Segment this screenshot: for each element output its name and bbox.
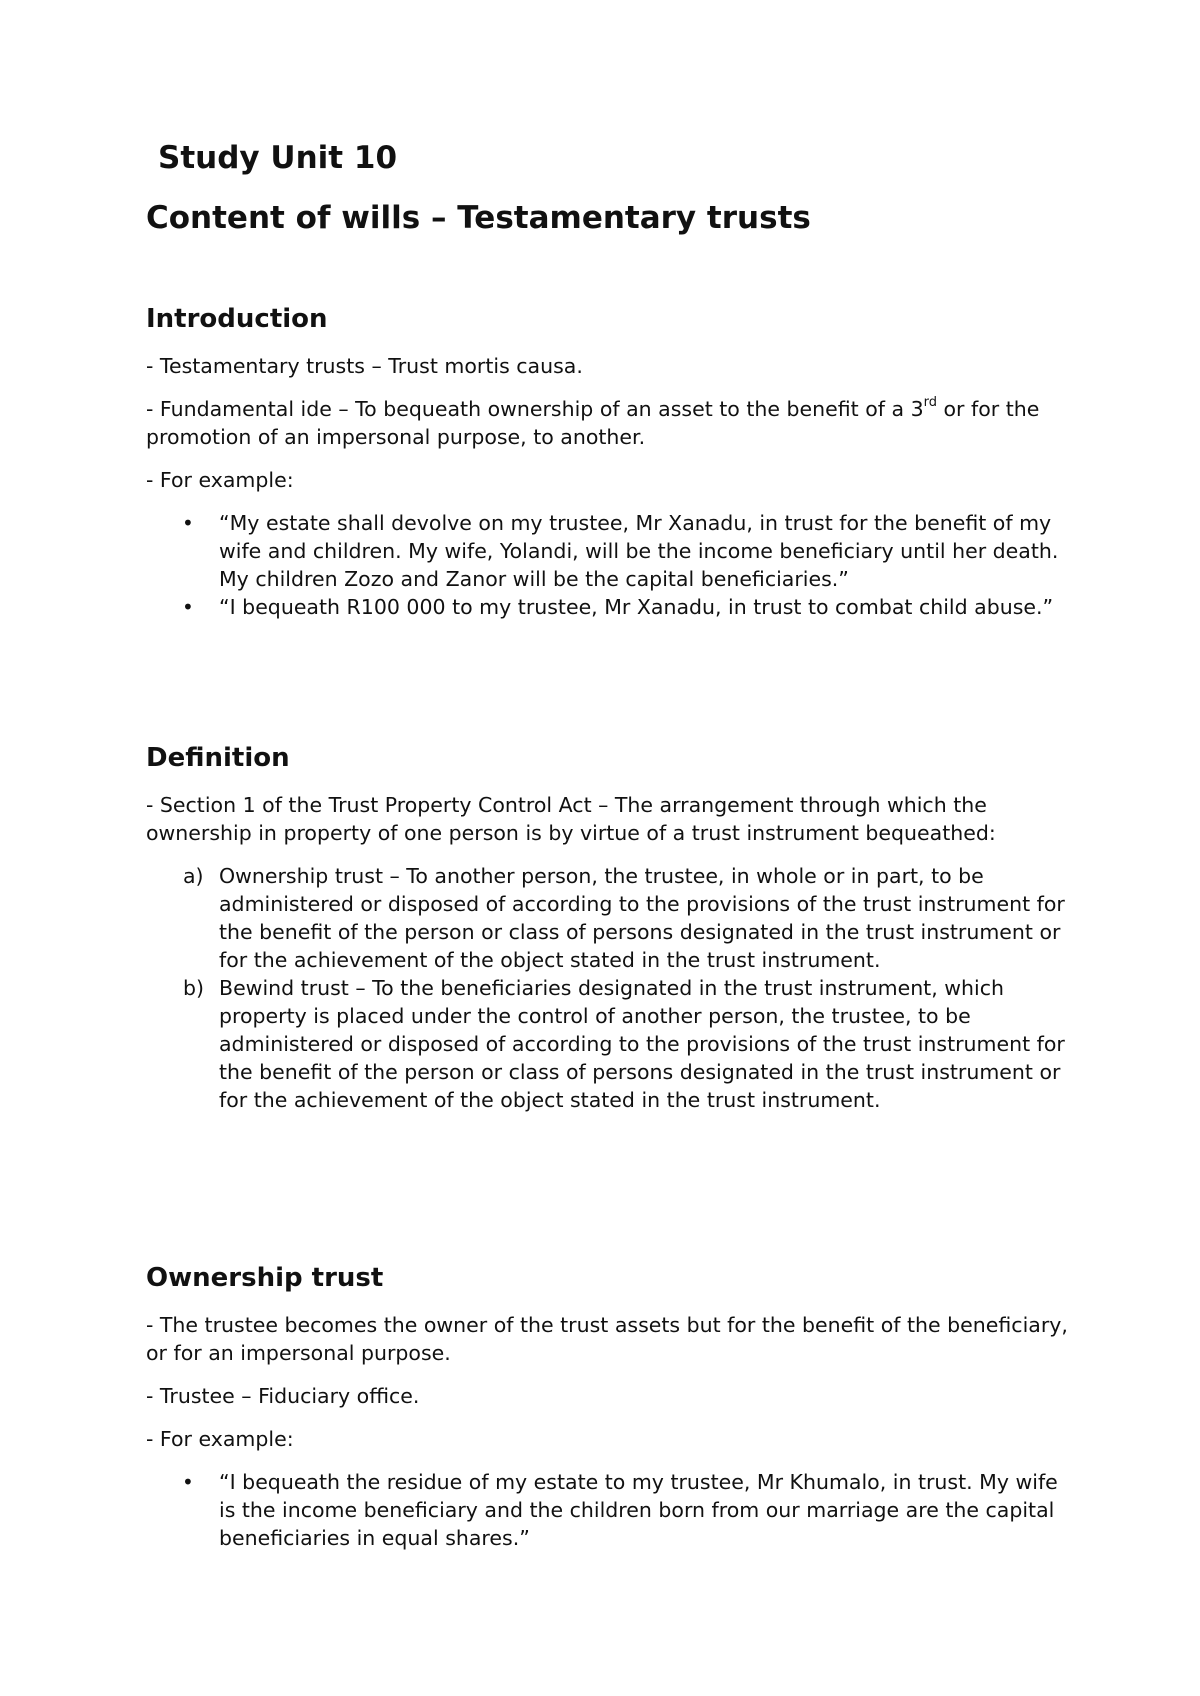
intro-example-list [146,509,1076,621]
document-subtitle: Content of wills – Testamentary trusts [146,200,811,236]
list-item [146,974,1076,1114]
bullet-icon: • [182,595,194,619]
list-marker: b) [183,976,205,1000]
list-item-text: “I bequeath R100 000 to my trustee, Mr Xanadu, in trust to combat child abuse.” [219,595,1054,619]
document-title: Study Unit 10 [158,140,398,176]
bullet-icon: • [182,1470,194,1494]
ownership-paragraph-3: - For example: [146,1427,294,1451]
list-item-text: “My estate shall devolve on my trustee, Mr Xanadu, in trust for the benefit of my wife and children. My wife, Yolandi, will be the income beneficiary until her death. My children Zozo and Zanor will be the capital beneficiaries.” [219,511,1059,591]
intro-paragraph-1: - Testamentary trusts – Trust mortis causa. [146,354,583,378]
ownership-example-list [146,1468,1076,1552]
section-definition [146,745,1076,1114]
intro-paragraph-3: - For example: [146,468,294,492]
definition-paragraph-1: - Section 1 of the Trust Property Control Act – The arrangement through which the ownership in property of one person is by virtue of a trust instrument bequeathed: [146,793,996,845]
list-item [146,1468,1076,1552]
intro-paragraph-2 [146,395,1076,451]
list-item [146,862,1076,974]
list-item-text: “I bequeath the residue of my estate to my trustee, Mr Khumalo, in trust. My wife is the income beneficiary and the children born from our marriage are the capital beneficiaries in equal shares.” [219,1470,1058,1550]
list-item-text: Bewind trust – To the beneficiaries designated in the trust instrument, which property is placed under the control of another person, the trustee, to be administered or disposed of according to the provisions of the trust instrument for the benefit of the person or class of persons designated in the trust instrument or for the achievement of the object stated in the trust instrument. [219,976,1065,1112]
list-item [146,593,1076,621]
section-heading-definition: Definition [146,743,290,773]
ownership-paragraph-1: - The trustee becomes the owner of the trust assets but for the benefit of the beneficiary, or for an impersonal purpose. [146,1313,1068,1365]
list-item-text: Ownership trust – To another person, the trustee, in whole or in part, to be administered or disposed of according to the provisions of the trust instrument for the benefit of the person or class of persons designated in the trust instrument or for the achievement of the object stated in the trust instrument. [219,864,1065,972]
section-heading-introduction: Introduction [146,304,328,334]
ownership-paragraph-2: - Trustee – Fiduciary office. [146,1384,420,1408]
list-marker: a) [183,864,204,888]
intro-paragraph-2-text-a: - Fundamental ide – To bequeath ownership of an asset to the benefit of a 3 [146,397,924,421]
section-ownership-trust [146,1265,1076,1552]
list-item [146,509,1076,593]
section-introduction [146,306,1076,621]
intro-paragraph-2-text-b: or for the promotion of an impersonal purpose, to another. [146,397,1040,449]
definition-list [146,862,1076,1114]
ordinal-superscript: rd [923,395,937,411]
section-heading-ownership-trust: Ownership trust [146,1263,384,1293]
bullet-icon: • [182,511,194,535]
